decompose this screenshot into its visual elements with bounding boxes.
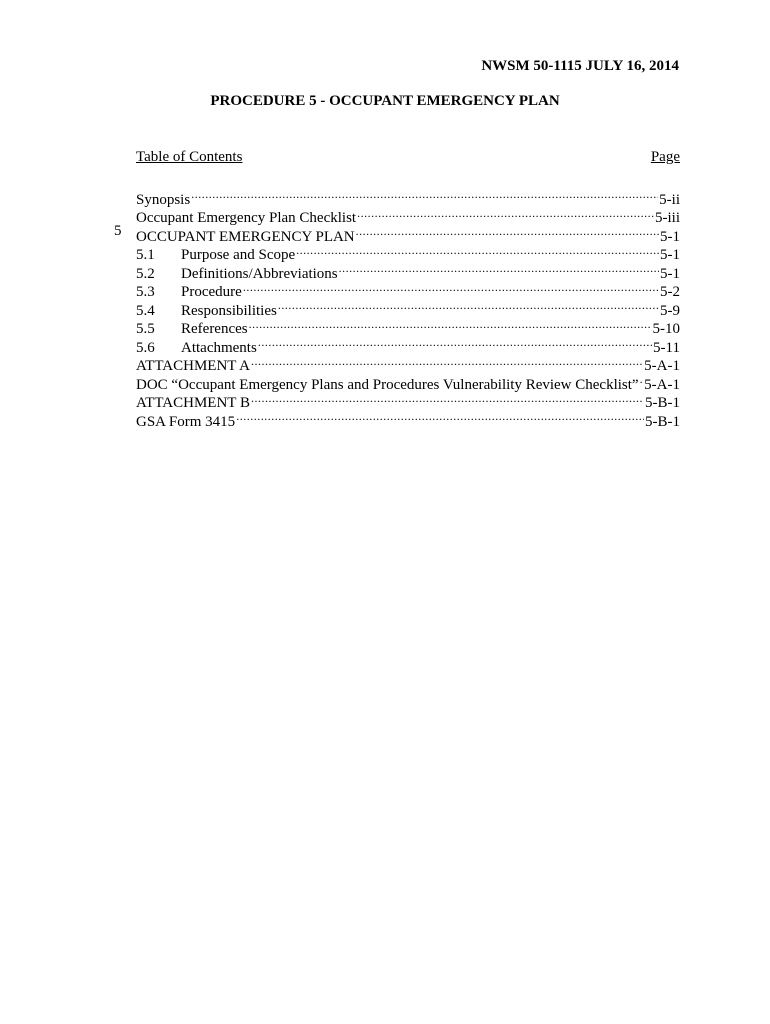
toc-entry-leader-dots bbox=[640, 370, 644, 389]
toc-entry-title: Occupant Emergency Plan Checklist bbox=[136, 210, 357, 226]
toc-entry-section-number: 5.4 bbox=[136, 302, 155, 319]
toc-entry-page-number: 5-1 bbox=[660, 247, 680, 263]
toc-entry-page-number: 5-1 bbox=[660, 228, 680, 245]
toc-entry-leader-dots bbox=[339, 259, 659, 278]
toc-entry[interactable] bbox=[136, 241, 680, 263]
toc-entry-title: ATTACHMENT B bbox=[136, 395, 250, 411]
toc-entry-title: OCCUPANT EMERGENCY PLAN bbox=[136, 228, 355, 245]
toc-entry[interactable] bbox=[136, 333, 680, 356]
toc-entry[interactable] bbox=[136, 315, 680, 337]
toc-entry-title: Synopsis bbox=[136, 191, 191, 208]
toc-entry[interactable] bbox=[136, 185, 680, 208]
toc-entry[interactable] bbox=[136, 407, 680, 430]
toc-entry-leader-dots bbox=[357, 204, 654, 223]
page-title: PROCEDURE 5 - OCCUPANT EMERGENCY PLAN bbox=[210, 93, 560, 109]
toc-entry-title: GSA Form 3415 bbox=[136, 413, 236, 430]
toc-entry-page-number: 5-2 bbox=[660, 284, 680, 300]
table-of-contents bbox=[114, 185, 680, 430]
toc-entry-page-number: 5-9 bbox=[660, 302, 680, 319]
toc-entry-leader-dots bbox=[243, 278, 659, 297]
toc-entry[interactable] bbox=[136, 278, 680, 300]
toc-entry-page-number: 5-ii bbox=[659, 191, 680, 208]
toc-entry[interactable] bbox=[136, 370, 680, 393]
toc-entry-leader-dots bbox=[296, 241, 659, 260]
toc-entry-title: DOC “Occupant Emergency Plans and Procedures Vulnerability Review Checklist” bbox=[136, 376, 639, 393]
toc-entry-leader-dots bbox=[251, 389, 644, 408]
toc-entry-page-number: 5-11 bbox=[653, 339, 680, 356]
toc-entry-leader-dots bbox=[356, 222, 659, 241]
toc-entry[interactable] bbox=[136, 204, 680, 226]
toc-heading: Table of Contents bbox=[136, 149, 243, 165]
toc-entry-title: Attachments bbox=[181, 339, 257, 356]
toc-entry-title: ATTACHMENT A bbox=[136, 358, 250, 374]
toc-entry-section-number: 5.2 bbox=[136, 265, 155, 282]
toc-entry-section-number: 5.3 bbox=[136, 284, 155, 300]
toc-entry-title: Definitions/Abbreviations bbox=[181, 265, 338, 282]
document-header: NWSM 50-1115 JULY 16, 2014 bbox=[481, 58, 679, 74]
toc-entry-page-number: 5-B-1 bbox=[645, 413, 680, 430]
toc-entry-leader-dots bbox=[236, 407, 644, 426]
toc-entry[interactable] bbox=[136, 352, 680, 374]
toc-entry-page-number: 5-A-1 bbox=[644, 358, 680, 374]
toc-entry-section-number: 5.6 bbox=[136, 339, 155, 356]
toc-entry[interactable] bbox=[136, 389, 680, 411]
toc-entry[interactable] bbox=[114, 222, 680, 245]
toc-entry-title: Purpose and Scope bbox=[181, 247, 296, 263]
toc-entry-page-number: 5-iii bbox=[655, 210, 680, 226]
toc-entry-section-number: 5.5 bbox=[136, 321, 155, 337]
toc-entry-title: Procedure bbox=[181, 284, 242, 300]
toc-page-heading: Page bbox=[650, 149, 680, 165]
toc-entry-page-number: 5-1 bbox=[660, 265, 680, 282]
toc-entry-page-number: 5-A-1 bbox=[644, 376, 680, 393]
toc-entry-title: References bbox=[181, 321, 248, 337]
toc-entry-chapter-number: 5 bbox=[114, 223, 122, 239]
toc-entry-leader-dots bbox=[249, 315, 652, 334]
toc-entry[interactable] bbox=[136, 296, 680, 319]
toc-entry-section-number: 5.1 bbox=[136, 247, 155, 263]
toc-entry-leader-dots bbox=[278, 296, 659, 315]
toc-entry-page-number: 5-10 bbox=[652, 321, 680, 337]
toc-entry-leader-dots bbox=[191, 185, 658, 204]
toc-entry[interactable] bbox=[136, 259, 680, 282]
toc-entry-page-number: 5-B-1 bbox=[645, 395, 680, 411]
toc-entry-title: Responsibilities bbox=[181, 302, 277, 319]
toc-entry-leader-dots bbox=[251, 352, 643, 371]
toc-entry-leader-dots bbox=[258, 333, 652, 352]
